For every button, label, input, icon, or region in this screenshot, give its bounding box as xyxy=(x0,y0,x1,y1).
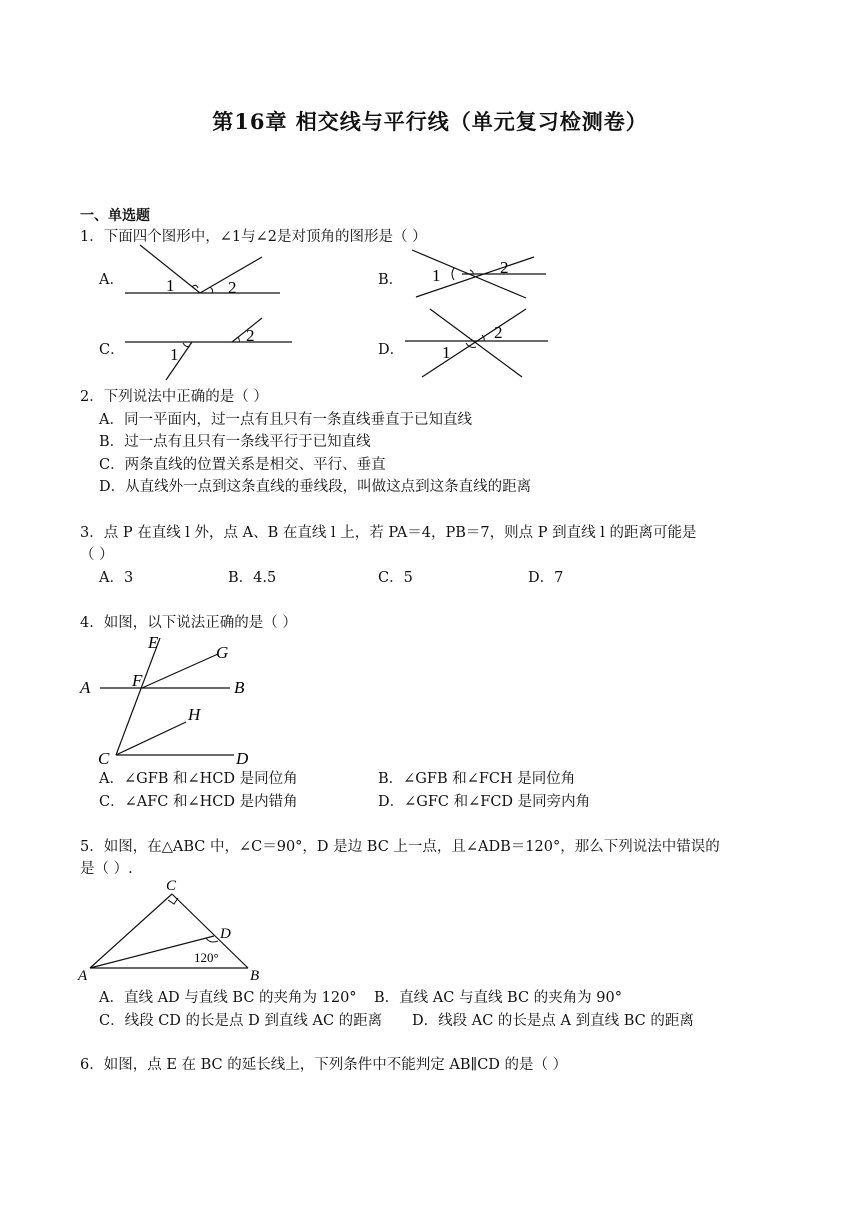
q3-option-a: A．3 xyxy=(99,570,134,586)
q1-b-angle1-label: 1 xyxy=(432,266,441,285)
q4-label-g: G xyxy=(216,643,229,662)
q4-label-e: E xyxy=(148,633,159,652)
section-heading: 一、单选题 xyxy=(80,208,150,224)
q4-option-c: C．∠AFC 和∠HCD 是内错角 xyxy=(99,794,298,810)
q3-option-c: C．5 xyxy=(378,570,413,586)
q5-stem-line1: 5．如图，在△ABC 中，∠C＝90°，D 是边 BC 上一点，且∠ADB＝120°，那么下列说法中错误的 xyxy=(80,839,720,855)
q1-figure-c xyxy=(122,310,322,382)
q4-label-f: F xyxy=(132,671,143,690)
q5-option-c: C．线段 CD 的长是点 D 到直线 AC 的距离 xyxy=(99,1013,383,1029)
q2-option-c: C．两条直线的位置关系是相交、平行、垂直 xyxy=(99,457,386,473)
q6-stem: 6．如图，点 E 在 BC 的延长线上，下列条件中不能判定 AB∥CD 的是（ ） xyxy=(80,1057,568,1073)
q1-stem: 1．下面四个图形中，∠1与∠2是对顶角的图形是（ ） xyxy=(80,229,427,245)
q4-label-d: D xyxy=(236,749,249,768)
q5-label-a: A xyxy=(78,968,88,984)
q1-c-angle1-label: 1 xyxy=(170,345,179,364)
q3-stem-line2: （ ） xyxy=(80,547,114,563)
q1-d-angle1-label: 1 xyxy=(442,343,451,362)
q5-option-d: D．线段 AC 的长是点 A 到直线 BC 的距离 xyxy=(412,1013,694,1029)
q3-stem-line1: 3．点 P 在直线 l 外，点 A、B 在直线 l 上，若 PA＝4，PB＝7，则点 P 到直线 l 的距离可能是 xyxy=(80,525,697,541)
q4-option-b: B．∠GFB 和∠FCH 是同位角 xyxy=(378,771,576,787)
page-title: 第16章 相交线与平行线（单元复习检测卷） xyxy=(212,109,648,134)
q1-figure-a xyxy=(122,243,322,303)
q1-figure-b xyxy=(404,244,564,304)
q1-option-a-label: A． xyxy=(99,272,124,288)
q2-stem: 2．下列说法中正确的是（ ） xyxy=(80,389,268,405)
q3-option-d: D．7 xyxy=(528,570,564,586)
q1-b-angle2-label: 2 xyxy=(500,258,509,277)
q4-option-d: D．∠GFC 和∠FCD 是同旁内角 xyxy=(378,794,591,810)
q1-option-b-label: B． xyxy=(378,272,404,288)
q5-figure xyxy=(76,876,276,986)
q1-a-angle2-label: 2 xyxy=(228,278,237,297)
q2-option-d: D．从直线外一点到这条直线的垂线段，叫做这点到这条直线的距离 xyxy=(99,479,532,495)
q5-label-b: B xyxy=(250,968,260,984)
q3-option-b: B．4.5 xyxy=(228,570,277,586)
q1-figure-d xyxy=(402,303,562,383)
q4-option-a: A．∠GFB 和∠HCD 是同位角 xyxy=(99,771,298,787)
q1-a-angle1-label: 1 xyxy=(166,276,175,295)
q4-label-c: C xyxy=(98,749,110,768)
q2-option-a: A．同一平面内，过一点有且只有一条直线垂直于已知直线 xyxy=(99,412,472,428)
q4-label-a: A xyxy=(80,678,91,697)
q4-label-h: H xyxy=(188,705,201,724)
q4-figure xyxy=(78,632,278,767)
q1-option-c-label: C． xyxy=(99,342,125,358)
q2-option-b: B．过一点有且只有一条线平行于已知直线 xyxy=(99,434,371,450)
q5-option-b: B．直线 AC 与直线 BC 的夹角为 90° xyxy=(374,990,622,1006)
q5-option-a: A．直线 AD 与直线 BC 的夹角为 120° xyxy=(99,990,357,1006)
q5-label-angle: 120° xyxy=(194,950,219,965)
q5-stem-line2: 是（ ）. xyxy=(80,861,133,877)
q1-c-angle2-label: 2 xyxy=(246,326,255,345)
q5-label-c: C xyxy=(166,878,177,894)
q1-d-angle2-label: 2 xyxy=(494,323,503,342)
q5-label-d: D xyxy=(220,926,231,942)
q4-label-b: B xyxy=(234,678,245,697)
q1-option-d-label: D． xyxy=(378,342,405,358)
q4-stem: 4．如图，以下说法正确的是（ ） xyxy=(80,615,297,631)
